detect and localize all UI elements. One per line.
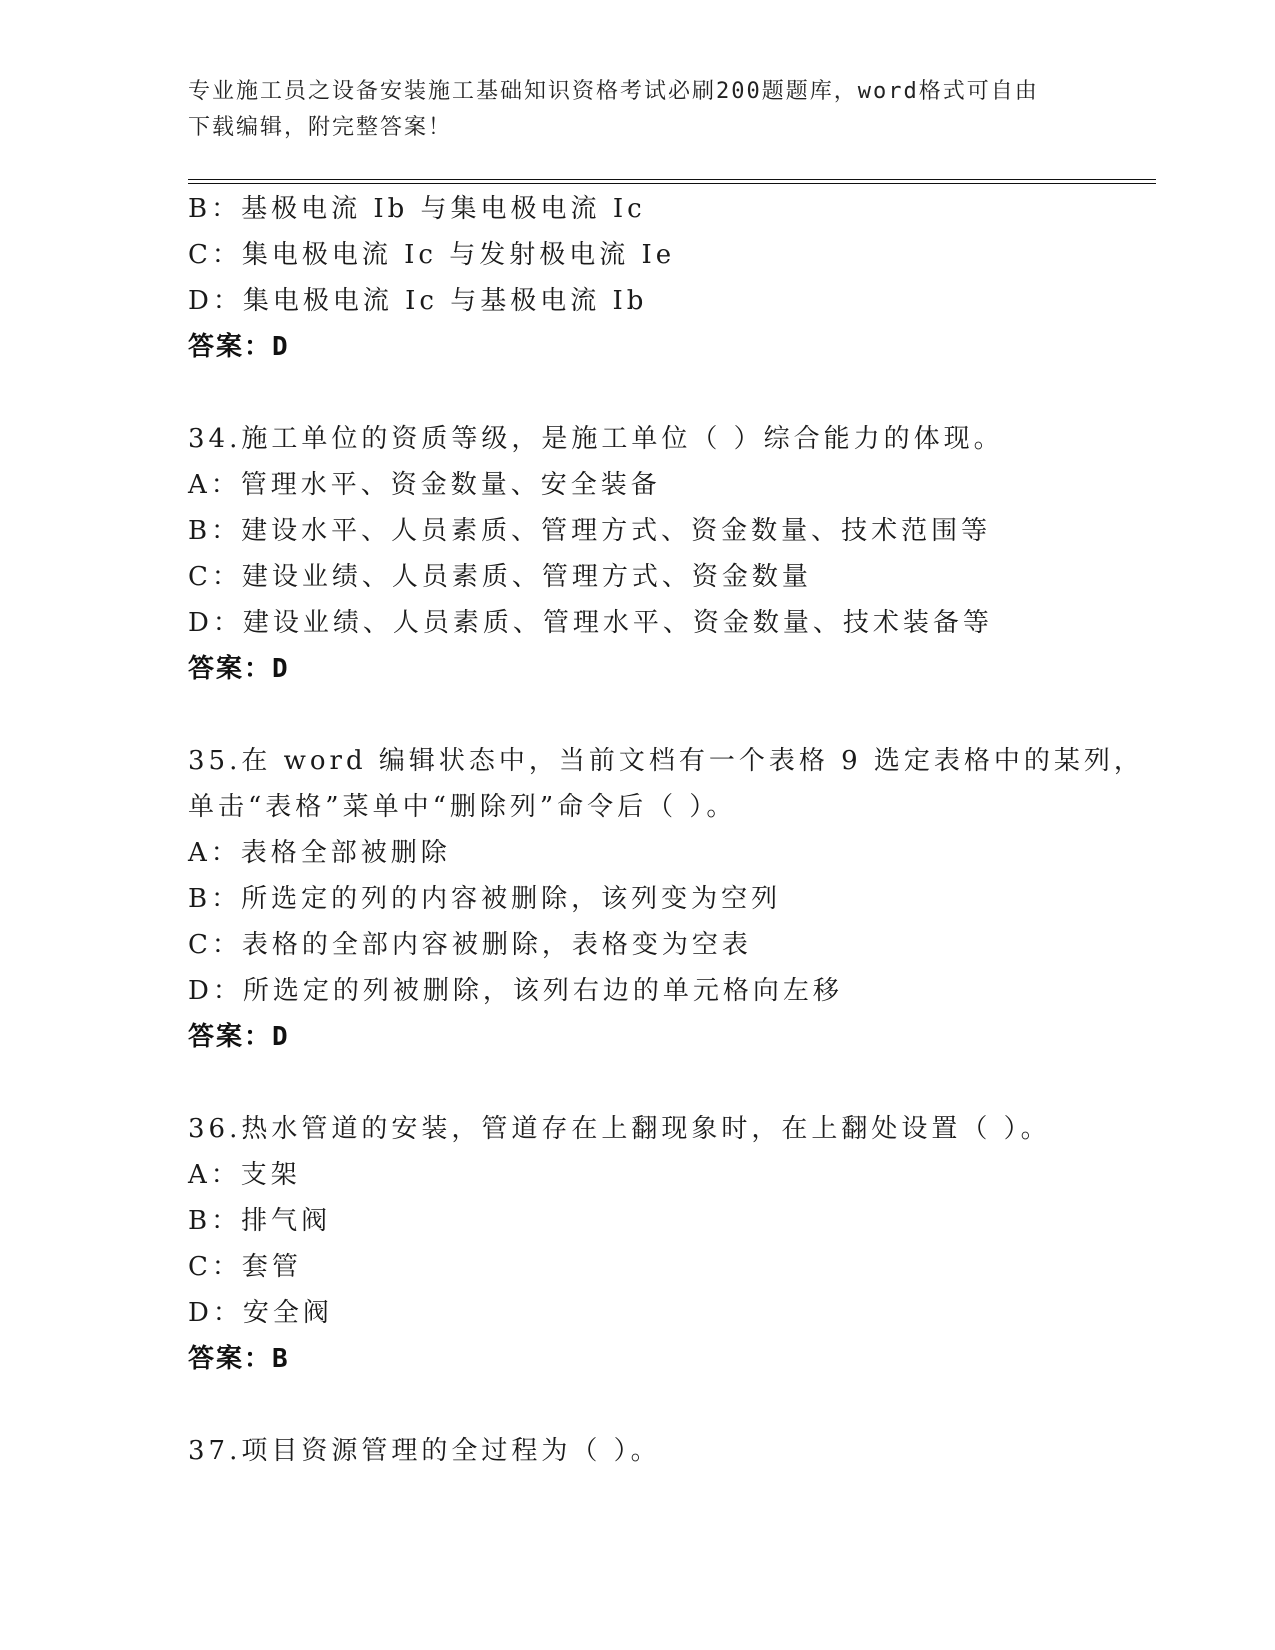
answer-text: 答案：D: [188, 332, 290, 362]
question-content: [188, 186, 1148, 1474]
spacer: [188, 1382, 1148, 1428]
option-d: D：建设业绩、人员素质、管理水平、资金数量、技术装备等: [188, 608, 993, 638]
option-a: A：管理水平、资金数量、安全装备: [188, 470, 661, 500]
option-b: B：所选定的列的内容被删除，该列变为空列: [188, 884, 782, 914]
header-line-1: 专业施工员之设备安装施工基础知识资格考试必刷200题题库，word格式可自由: [188, 79, 1039, 104]
answer-text: 答案：D: [188, 1022, 290, 1052]
option-c: C：套管: [188, 1252, 302, 1282]
option-b: B：建设水平、人员素质、管理方式、资金数量、技术范围等: [188, 516, 992, 546]
question-stem-continued: 单击“表格”菜单中“删除列”命令后（ ）。: [188, 792, 737, 822]
header-divider-bottom: [188, 183, 1156, 184]
spacer: [188, 1060, 1148, 1106]
option-d: D：安全阀: [188, 1298, 333, 1328]
option-c: C：建设业绩、人员素质、管理方式、资金数量: [188, 562, 812, 592]
option-a: A：表格全部被删除: [188, 838, 451, 868]
spacer: [188, 692, 1148, 738]
question-stem: 37.项目资源管理的全过程为（ ）。: [188, 1436, 661, 1466]
header-divider-top: [188, 179, 1156, 180]
option-a: A：支架: [188, 1160, 301, 1190]
question-34: [188, 416, 1148, 692]
question-33-continuation: [188, 186, 1148, 370]
question-36: [188, 1106, 1148, 1382]
spacer: [188, 370, 1148, 416]
header-line-2: 下载编辑，附完整答案！: [188, 115, 453, 140]
question-stem: 34.施工单位的资质等级，是施工单位（ ）综合能力的体现。: [188, 424, 1004, 454]
option-b: B：基极电流 Ib 与集电极电流 Ic: [188, 194, 646, 224]
question-37: [188, 1428, 1148, 1474]
option-d: D：所选定的列被删除，该列右边的单元格向左移: [188, 976, 843, 1006]
question-stem: 36.热水管道的安装，管道存在上翻现象时，在上翻处设置（ ）。: [188, 1114, 1051, 1144]
document-header: [188, 74, 1088, 146]
answer-text: 答案：D: [188, 654, 290, 684]
answer-text: 答案：B: [188, 1344, 290, 1374]
option-c: C：表格的全部内容被删除，表格变为空表: [188, 930, 752, 960]
option-c: C：集电极电流 Ic 与发射极电流 Ie: [188, 240, 676, 270]
question-stem: 35.在 word 编辑状态中，当前文档有一个表格 9 选定表格中的某列，: [188, 746, 1144, 776]
option-d: D：集电极电流 Ic 与基极电流 Ib: [188, 286, 648, 316]
question-35: [188, 738, 1148, 1060]
option-b: B：排气阀: [188, 1206, 332, 1236]
